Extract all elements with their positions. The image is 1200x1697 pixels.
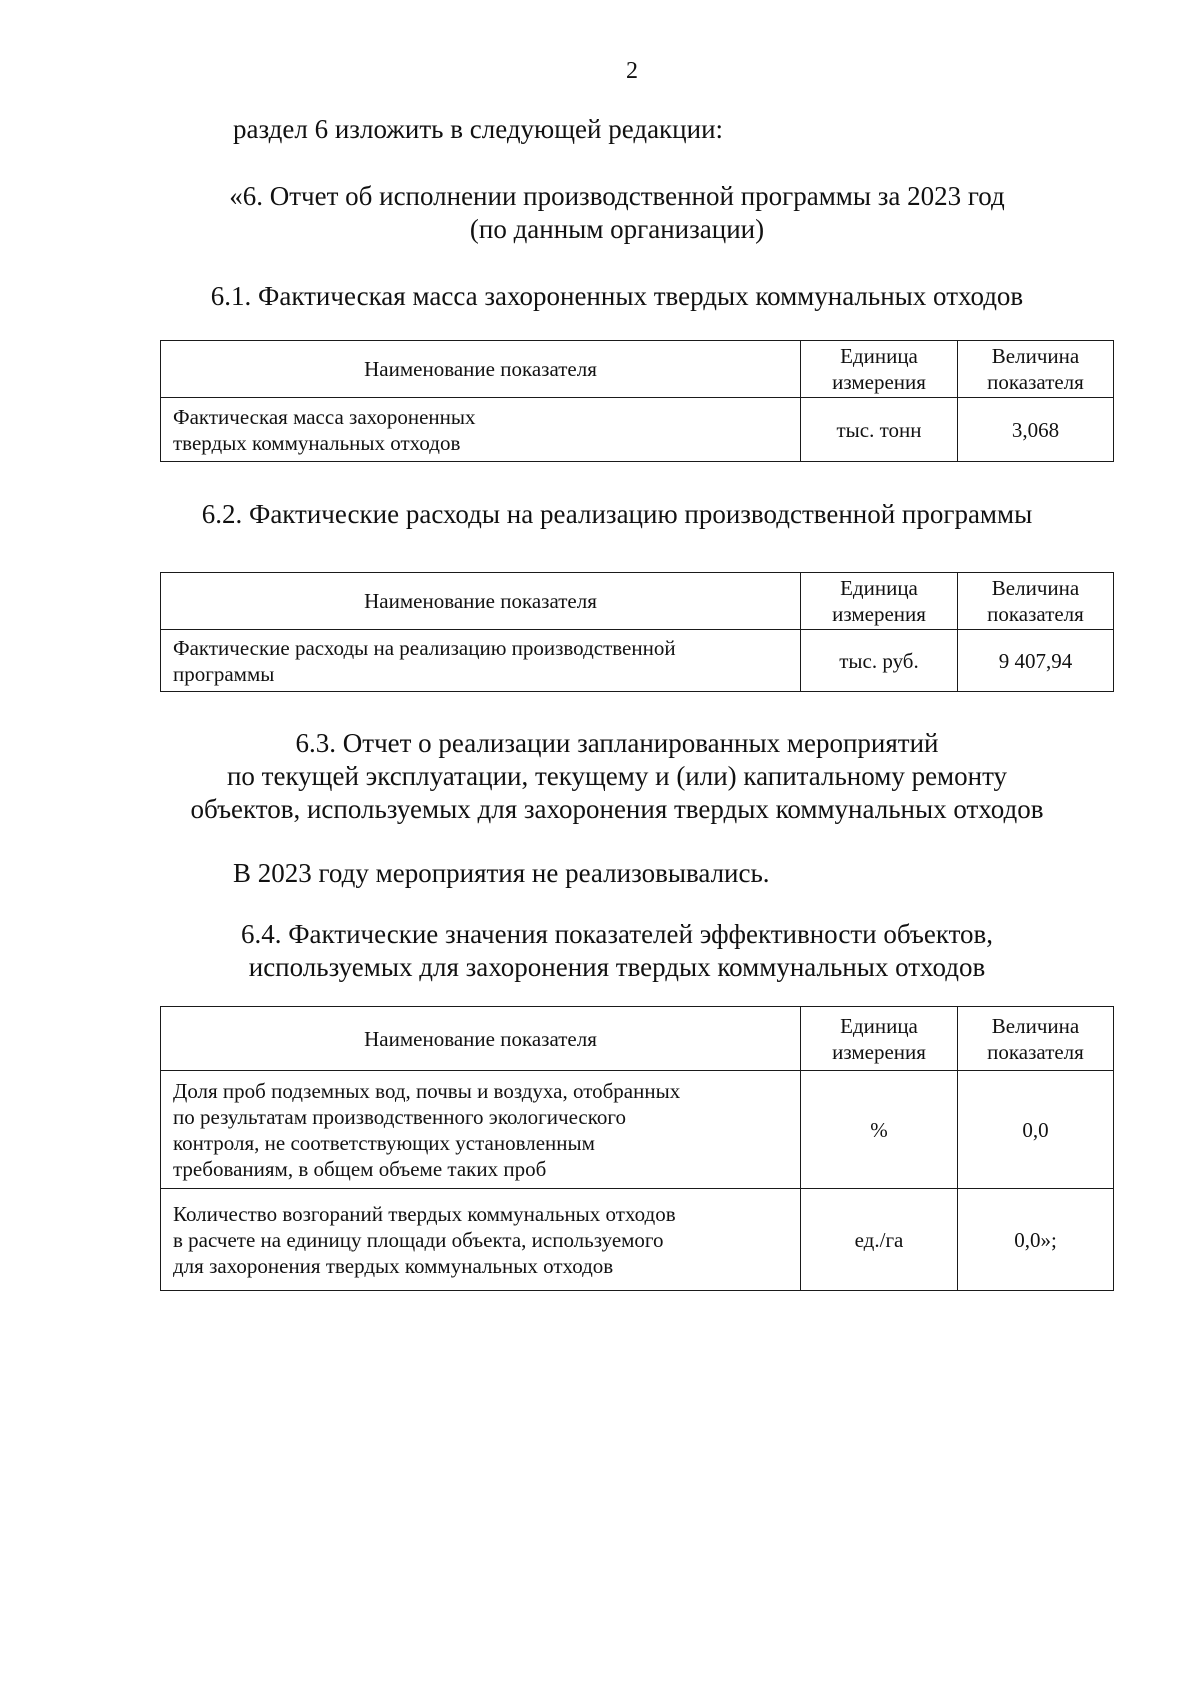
row-name-line-2: по результатам производственного экологического <box>173 1104 626 1129</box>
table-row <box>161 1189 1114 1291</box>
header-value-line-2: показателя <box>987 370 1084 394</box>
table-row <box>161 1071 1114 1189</box>
row-value: 3,068 <box>958 398 1114 462</box>
table-header-row <box>161 1007 1114 1071</box>
heading-6-1: 6.1. Фактическая масса захороненных твердых коммунальных отходов <box>210 281 1024 311</box>
header-unit-line-1: Единица <box>840 576 918 600</box>
row-unit: тыс. тонн <box>801 398 958 462</box>
header-unit <box>801 341 958 398</box>
row-unit: тыс. руб. <box>801 630 958 692</box>
row-value: 0,0»; <box>958 1189 1114 1291</box>
header-unit-line-2: измерения <box>832 1039 926 1064</box>
heading-6-4-line-2: используемых для захоронения твердых коммунальных отходов <box>248 952 986 982</box>
header-value-line-1: Величина <box>991 576 1080 600</box>
row-name-line-4: требованиям, в общем объеме таких проб <box>173 1156 547 1181</box>
header-value <box>958 341 1114 398</box>
table-header-row <box>161 341 1114 398</box>
header-value <box>958 573 1114 630</box>
section-title-line-2: (по данным организации) <box>469 214 765 244</box>
section-6-3-text: В 2023 году мероприятия не реализовывались. <box>233 858 770 888</box>
table-6-1 <box>160 340 1114 462</box>
heading-6-4 <box>150 918 1084 984</box>
row-name-line-1: Фактические расходы на реализацию производственной <box>173 635 676 660</box>
row-name <box>161 398 801 462</box>
intro-text: раздел 6 изложить в следующей редакции: <box>233 114 724 144</box>
header-value <box>958 1007 1114 1071</box>
table-row <box>161 398 1114 462</box>
row-name-line-2: твердых коммунальных отходов <box>173 430 461 455</box>
heading-6-3-line-3: объектов, используемых для захоронения твердых коммунальных отходов <box>190 794 1044 824</box>
header-unit-line-2: измерения <box>832 370 926 394</box>
page-number: 2 <box>626 58 638 84</box>
row-name-line-3: контроля, не соответствующих установленным <box>173 1130 595 1155</box>
header-name: Наименование показателя <box>161 341 801 398</box>
row-name-line-2: программы <box>173 661 275 686</box>
header-unit-line-1: Единица <box>840 1013 918 1038</box>
heading-6-3 <box>150 727 1084 826</box>
row-name-line-3: для захоронения твердых коммунальных отходов <box>173 1253 614 1278</box>
header-value-line-2: показателя <box>987 1039 1084 1064</box>
header-unit <box>801 1007 958 1071</box>
header-value-line-1: Величина <box>991 344 1080 368</box>
row-unit: % <box>801 1071 958 1189</box>
heading-6-3-line-1: 6.3. Отчет о реализации запланированных мероприятий <box>295 728 939 758</box>
section-title-line-1: «6. Отчет об исполнении производственной программы за 2023 год <box>229 181 1005 211</box>
row-name <box>161 630 801 692</box>
row-unit: ед./га <box>801 1189 958 1291</box>
heading-6-2: 6.2. Фактические расходы на реализацию производственной программы <box>201 499 1033 529</box>
table-header-row <box>161 573 1114 630</box>
table-6-2 <box>160 572 1114 692</box>
header-unit-line-2: измерения <box>832 602 926 626</box>
row-name <box>161 1189 801 1291</box>
row-name-line-1: Доля проб подземных вод, почвы и воздуха, отобранных <box>173 1078 681 1103</box>
row-value: 9 407,94 <box>958 630 1114 692</box>
row-value: 0,0 <box>958 1071 1114 1189</box>
header-unit <box>801 573 958 630</box>
row-name-line-1: Фактическая масса захороненных <box>173 404 476 429</box>
header-name: Наименование показателя <box>161 573 801 630</box>
header-value-line-1: Величина <box>991 1013 1080 1038</box>
row-name-line-1: Количество возгораний твердых коммунальных отходов <box>173 1201 676 1226</box>
header-value-line-2: показателя <box>987 602 1084 626</box>
header-name: Наименование показателя <box>161 1007 801 1071</box>
section-title <box>150 180 1084 246</box>
row-name-line-2: в расчете на единицу площади объекта, используемого <box>173 1227 664 1252</box>
header-unit-line-1: Единица <box>840 344 918 368</box>
heading-6-4-line-1: 6.4. Фактические значения показателей эффективности объектов, <box>240 919 994 949</box>
heading-6-3-line-2: по текущей эксплуатации, текущему и (или) капитальному ремонту <box>226 761 1008 791</box>
table-6-4 <box>160 1006 1114 1291</box>
row-name <box>161 1071 801 1189</box>
table-row <box>161 630 1114 692</box>
